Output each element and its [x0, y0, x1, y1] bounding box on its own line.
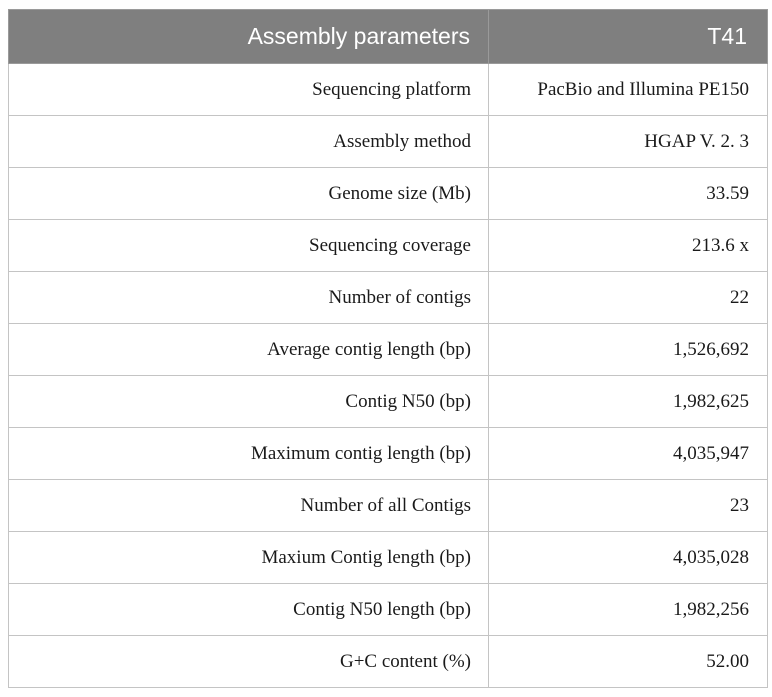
value-cell: 52.00: [489, 636, 768, 688]
value-cell: 1,526,692: [489, 324, 768, 376]
header-t41: T41: [489, 10, 768, 64]
table-row: [9, 636, 768, 688]
parameter-cell: G+C content (%): [9, 636, 489, 688]
parameter-cell: Number of contigs: [9, 272, 489, 324]
value-cell: 1,982,256: [489, 584, 768, 636]
table-row: [9, 324, 768, 376]
assembly-table-container: [8, 9, 767, 688]
table-body: [9, 64, 768, 688]
table-row: [9, 480, 768, 532]
parameter-cell: Assembly method: [9, 116, 489, 168]
header-assembly-parameters: Assembly parameters: [9, 10, 489, 64]
parameter-cell: Maximum contig length (bp): [9, 428, 489, 480]
value-cell: 23: [489, 480, 768, 532]
value-cell: 4,035,947: [489, 428, 768, 480]
table-row: [9, 428, 768, 480]
parameter-cell: Sequencing platform: [9, 64, 489, 116]
value-cell: HGAP V. 2. 3: [489, 116, 768, 168]
parameter-cell: Maxium Contig length (bp): [9, 532, 489, 584]
assembly-parameters-table: [8, 9, 768, 688]
value-cell: 4,035,028: [489, 532, 768, 584]
parameter-cell: Contig N50 (bp): [9, 376, 489, 428]
value-cell: 1,982,625: [489, 376, 768, 428]
table-header: [9, 10, 768, 64]
value-cell: 33.59: [489, 168, 768, 220]
table-row: [9, 272, 768, 324]
value-cell: 213.6 x: [489, 220, 768, 272]
parameter-cell: Genome size (Mb): [9, 168, 489, 220]
table-row: [9, 532, 768, 584]
table-row: [9, 168, 768, 220]
value-cell: 22: [489, 272, 768, 324]
parameter-cell: Number of all Contigs: [9, 480, 489, 532]
parameter-cell: Contig N50 length (bp): [9, 584, 489, 636]
table-row: [9, 220, 768, 272]
table-row: [9, 116, 768, 168]
parameter-cell: Sequencing coverage: [9, 220, 489, 272]
header-row: [9, 10, 768, 64]
table-row: [9, 64, 768, 116]
value-cell: PacBio and Illumina PE150: [489, 64, 768, 116]
parameter-cell: Average contig length (bp): [9, 324, 489, 376]
table-row: [9, 584, 768, 636]
table-row: [9, 376, 768, 428]
